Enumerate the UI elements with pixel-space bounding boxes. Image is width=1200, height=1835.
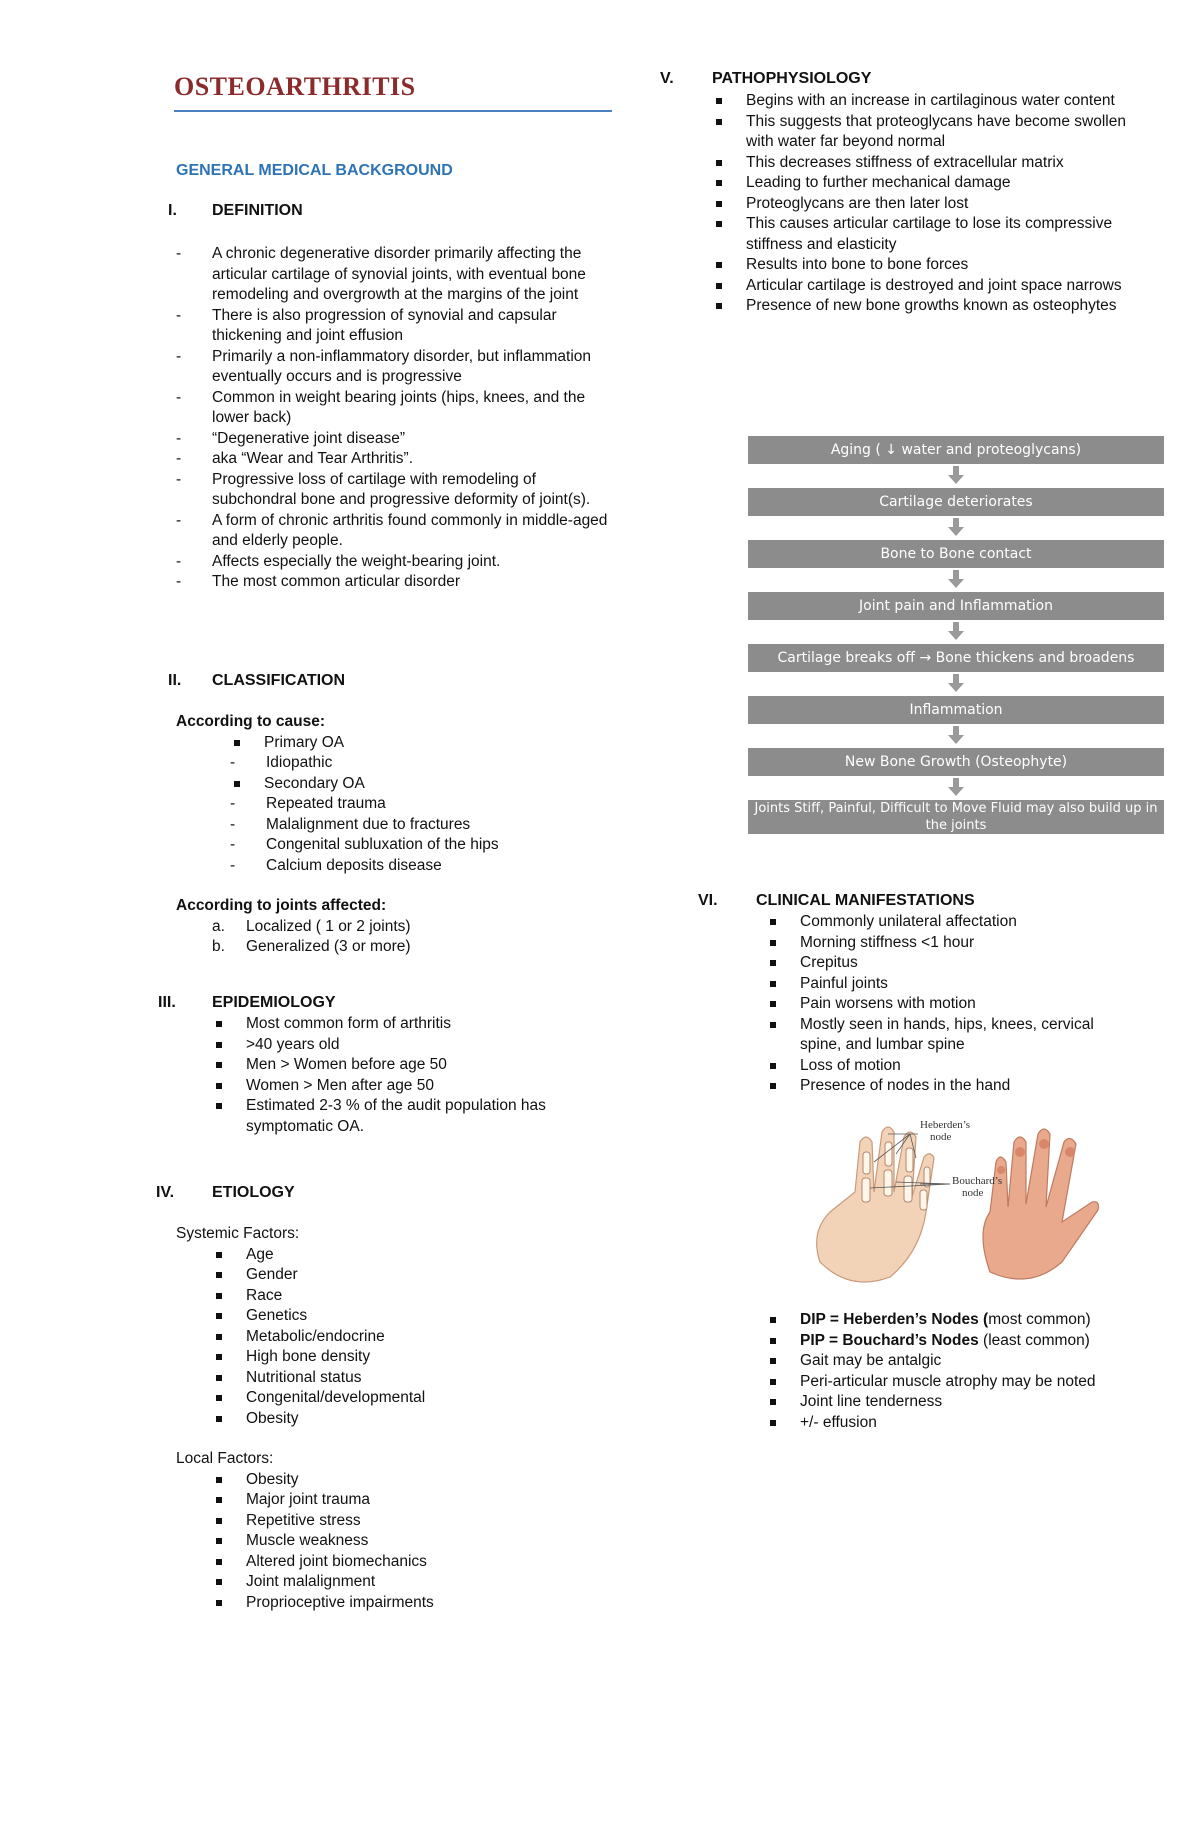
clinical-heading	[698, 892, 1178, 914]
flow-step: Joints Stiff, Painful, Difficult to Move Fluid may also build up in the joints	[748, 800, 1164, 834]
local-label: Local Factors:	[176, 1450, 274, 1467]
list-item: DIP = Heberden’s Nodes (most common)	[766, 1310, 1106, 1331]
flow-arrow	[748, 672, 1164, 696]
section-number: III.	[158, 994, 176, 1011]
flow-step: Cartilage breaks off → Bone thickens and broadens	[748, 644, 1164, 672]
list-item: Pain worsens with motion	[766, 994, 1096, 1015]
pathophysiology-list	[712, 91, 1132, 317]
section-number: VI.	[698, 892, 718, 909]
list-item: - There is also progression of synovial and capsular thickening and joint effusion	[176, 306, 616, 347]
flow-step: Joint pain and Inflammation	[748, 592, 1164, 620]
list-item: - The most common articular disorder	[176, 572, 616, 593]
joints-item: b. Generalized (3 or more)	[212, 938, 411, 955]
flow-arrow	[748, 620, 1164, 644]
secondary-oa-label: Secondary OA	[230, 774, 616, 795]
systemic-label: Systemic Factors:	[176, 1225, 300, 1242]
flow-arrow	[748, 724, 1164, 748]
list-item: - Calcium deposits disease	[230, 856, 616, 877]
list-item: Results into bone to bone forces	[712, 255, 1132, 276]
list-item: Men > Women before age 50	[212, 1055, 612, 1076]
list-item: Presence of new bone growths known as osteophytes	[712, 296, 1132, 317]
definition-heading	[168, 202, 608, 224]
list-item: Gender	[212, 1265, 606, 1286]
list-item: Major joint trauma	[212, 1490, 606, 1511]
list-item: - A chronic degenerative disorder primarily affecting the articular cartilage of synovial joints, with eventual bone remodeling and overgrowth at the margins of the joint	[176, 244, 616, 306]
list-item: Age	[212, 1245, 606, 1266]
flow-arrow	[748, 568, 1164, 592]
etiology-body	[176, 1224, 606, 1613]
list-item: Loss of motion	[766, 1056, 1096, 1077]
list-item: Genetics	[212, 1306, 606, 1327]
list-item: Obesity	[212, 1470, 606, 1491]
list-item: Women > Men after age 50	[212, 1076, 612, 1097]
list-item: - Affects especially the weight-bearing joint.	[176, 552, 616, 573]
hand-illustration	[800, 1112, 1120, 1292]
list-item: Painful joints	[766, 974, 1096, 995]
list-item: Proprioceptive impairments	[212, 1593, 606, 1614]
list-item: - aka “Wear and Tear Arthritis”.	[176, 449, 616, 470]
list-item: +/- effusion	[766, 1413, 1106, 1434]
list-item: - “Degenerative joint disease”	[176, 429, 616, 450]
section-title: CLINICAL MANIFESTATIONS	[756, 892, 975, 909]
list-item: Morning stiffness <1 hour	[766, 933, 1096, 954]
section-title: DEFINITION	[212, 202, 303, 219]
list-item: - A form of chronic arthritis found commonly in middle-aged and elderly people.	[176, 511, 616, 552]
flow-arrow	[748, 464, 1164, 488]
heberden-label-line1: Heberden’s	[920, 1119, 971, 1131]
list-item: This suggests that proteoglycans have become swollen with water far beyond normal	[712, 112, 1132, 153]
flow-step: Cartilage deteriorates	[748, 488, 1164, 516]
pathophysiology-heading	[660, 70, 1160, 92]
list-item: Articular cartilage is destroyed and joint space narrows	[712, 276, 1132, 297]
section-subtitle: GENERAL MEDICAL BACKGROUND	[176, 162, 453, 179]
definition-list	[176, 244, 616, 593]
document-title: OSTEOARTHRITIS	[174, 72, 416, 101]
list-item: Estimated 2-3 % of the audit population has symptomatic OA.	[212, 1096, 612, 1137]
title-rule	[174, 110, 612, 112]
joints-label: According to joints affected:	[176, 897, 387, 914]
epidemiology-heading	[158, 994, 608, 1016]
list-item: - Idiopathic	[230, 753, 616, 774]
classification-heading	[168, 672, 608, 694]
list-item: Leading to further mechanical damage	[712, 173, 1132, 194]
bouchard-label-line2: node	[962, 1187, 984, 1199]
flow-arrow	[748, 776, 1164, 800]
list-item: Most common form of arthritis	[212, 1014, 612, 1035]
list-item: - Congenital subluxation of the hips	[230, 835, 616, 856]
list-item: - Common in weight bearing joints (hips, knees, and the lower back)	[176, 388, 616, 429]
list-item: Muscle weakness	[212, 1531, 606, 1552]
primary-oa-label: Primary OA	[230, 733, 616, 754]
list-item: This causes articular cartilage to lose its compressive stiffness and elasticity	[712, 214, 1132, 255]
list-item: PIP = Bouchard’s Nodes (least common)	[766, 1331, 1106, 1352]
flow-step: Aging ( ↓ water and proteoglycans)	[748, 436, 1164, 464]
flow-step: New Bone Growth (Osteophyte)	[748, 748, 1164, 776]
pathophysiology-flowchart	[748, 436, 1164, 834]
list-item: Joint line tenderness	[766, 1392, 1106, 1413]
heberden-label-line2: node	[930, 1131, 952, 1143]
etiology-heading	[156, 1184, 606, 1206]
list-item: High bone density	[212, 1347, 606, 1368]
section-number: I.	[168, 202, 177, 219]
list-item: Obesity	[212, 1409, 606, 1430]
joints-item: a. Localized ( 1 or 2 joints)	[212, 917, 411, 935]
list-item: >40 years old	[212, 1035, 612, 1056]
list-item: - Repeated trauma	[230, 794, 616, 815]
section-title: CLASSIFICATION	[212, 672, 346, 689]
section-number: II.	[168, 672, 182, 689]
cause-label: According to cause:	[176, 713, 325, 730]
section-title: EPIDEMIOLOGY	[212, 994, 336, 1011]
clinical-list-continued	[766, 1310, 1106, 1433]
list-item: Begins with an increase in cartilaginous water content	[712, 91, 1132, 112]
list-item: - Malalignment due to fractures	[230, 815, 616, 836]
joints-list	[212, 917, 616, 958]
list-item: Peri-articular muscle atrophy may be noted	[766, 1372, 1106, 1393]
bouchard-label-line1: Bouchard’s	[952, 1175, 1003, 1187]
section-title: ETIOLOGY	[212, 1184, 295, 1201]
list-item: Proteoglycans are then later lost	[712, 194, 1132, 215]
list-item: This decreases stiffness of extracellular matrix	[712, 153, 1132, 174]
list-item: Gait may be antalgic	[766, 1351, 1106, 1372]
list-item: Congenital/developmental	[212, 1388, 606, 1409]
hand-nodes-figure	[800, 1112, 1120, 1292]
list-item: Presence of nodes in the hand	[766, 1076, 1096, 1097]
list-item: Crepitus	[766, 953, 1096, 974]
list-item: Nutritional status	[212, 1368, 606, 1389]
flow-arrow	[748, 516, 1164, 540]
epidemiology-list	[212, 1014, 612, 1137]
list-item: Repetitive stress	[212, 1511, 606, 1532]
list-item: Joint malalignment	[212, 1572, 606, 1593]
list-item: Metabolic/endocrine	[212, 1327, 606, 1348]
classification-body	[176, 712, 616, 958]
list-item: - Progressive loss of cartilage with remodeling of subchondral bone and progressive deformity of joint(s).	[176, 470, 616, 511]
section-title: PATHOPHYSIOLOGY	[712, 70, 872, 87]
flow-step: Inflammation	[748, 696, 1164, 724]
section-number: V.	[660, 70, 674, 87]
clinical-list	[766, 912, 1096, 1097]
list-item: Altered joint biomechanics	[212, 1552, 606, 1573]
flow-step: Bone to Bone contact	[748, 540, 1164, 568]
list-item: Mostly seen in hands, hips, knees, cervical spine, and lumbar spine	[766, 1015, 1096, 1056]
list-item: Commonly unilateral affectation	[766, 912, 1096, 933]
list-item: Race	[212, 1286, 606, 1307]
list-item: - Primarily a non-inflammatory disorder, but inflammation eventually occurs and is progressive	[176, 347, 616, 388]
section-number: IV.	[156, 1184, 175, 1201]
